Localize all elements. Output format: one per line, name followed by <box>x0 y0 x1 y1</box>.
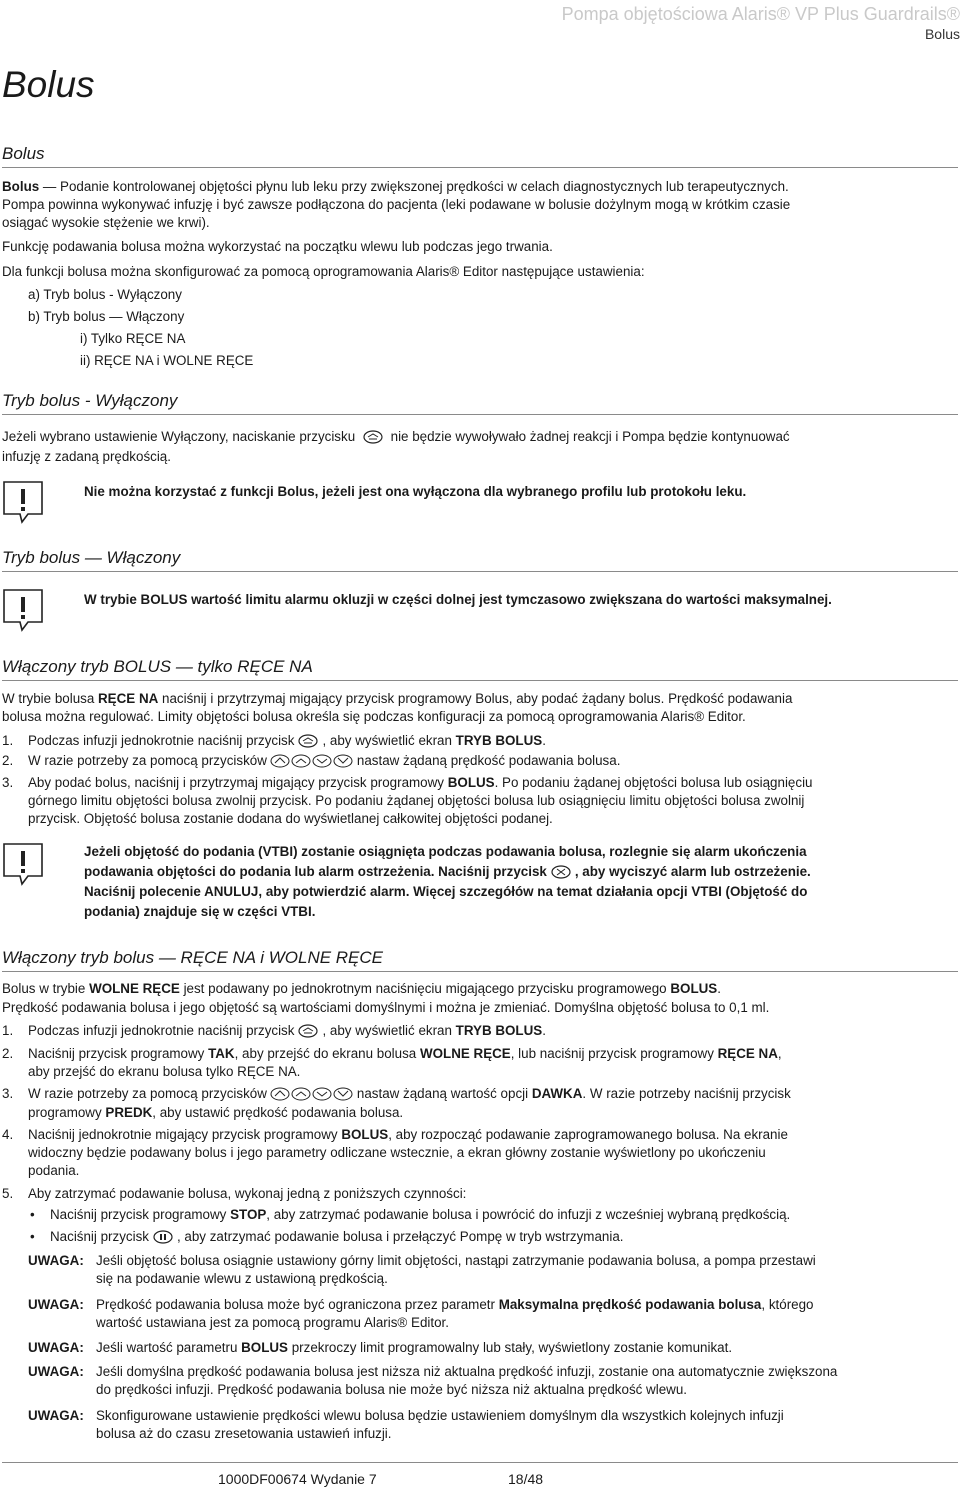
header-product-title: Pompa objętościowa Alaris® VP Plus Guardrails® <box>561 4 960 24</box>
bullet-icon: • <box>30 1229 35 1244</box>
option-ii: ii) RĘCE NA i WOLNE RĘCE <box>80 353 254 368</box>
footer-page-number: 18/48 <box>508 1471 544 1487</box>
option-b: b) Tryb bolus — Włączony <box>28 309 185 324</box>
hands-on-para: bolusa można regulować. Limity objętości bolusa określa się podczas konfiguracji za pomocą oprogramowania Alaris® Editor. <box>2 709 746 724</box>
step-2: 2. W razie potrzeby za pomocą przycisków nastaw żądaną prędkość podawania bolusa. <box>2 753 621 768</box>
warning-text: podania) znajduje się w części VTBI. <box>84 904 316 919</box>
pause-button-icon <box>152 1230 174 1244</box>
hands-on-para: W trybie bolusa RĘCE NA naciśnij i przytrzymaj migający przycisk programowy Bolus, aby podać żądany bolus. Prędkość podawania <box>2 691 793 706</box>
option-a: a) Tryb bolus - Wyłączony <box>28 287 182 302</box>
hands-free-para: Prędkość podawania bolusa i jego objętość są wartościami domyślnymi i można je zmieniać. Domyślna objętość bolusa to 0,1 ml. <box>2 1000 770 1015</box>
bullet-pause: • Naciśnij przycisk , aby zatrzymać podawanie bolusa i przełączyć Pompę w tryb wstrzymania. <box>0 1228 960 1248</box>
section-heading-on: Tryb bolus — Włączony <box>2 547 958 572</box>
term-bolus: Bolus <box>2 179 40 194</box>
intro-line: Pompa powinna wykonywać infuzję i być zawsze podłączona do pacjenta (leki podawane w bolusie dożylnym mogą w krótkim czasie <box>2 197 791 212</box>
warning-icon <box>2 480 44 524</box>
bolus-button-icon <box>297 734 319 748</box>
step-3: 3. Aby podać bolus, naciśnij i przytrzymaj migający przycisk programowy BOLUS. Po podaniu żądanej objętości bolusa lub osiągnięciu górnego limitu objętości bolusa zwolnij przycisk. Po podaniu żądanej objętości bolusa lub osiągnięciu limitu objętości bolusa zwolnij przycisk. Objętość bolusa zostanie dodana do wyświetlanej całkowitej objętości podanej. <box>2 775 813 826</box>
step-4: 4. Naciśnij jednokrotnie migający przycisk programowy BOLUS, aby rozpocząć podawanie zaprogramowanego bolusa. Na ekranie widoczny będzie podawany bolus i jego parametry odliczane wstecznie, a ekran główny zostanie wyświetlony po ukończeniu podania. <box>2 1127 788 1178</box>
warning-text: Nie można korzystać z funkcji Bolus, jeżeli jest ona wyłączona dla wybranego profilu lub protokołu leku. <box>84 484 747 499</box>
warning-box <box>2 480 958 528</box>
intro-definition: Bolus — Podanie kontrolowanej objętości płynu lub leku przy zwiększonej prędkości w celach diagnostycznych lub terapeutycznych. <box>2 179 789 194</box>
intro-line: Funkcję podawania bolusa można wykorzystać na początku wlewu lub podczas jego trwania. <box>2 239 553 254</box>
up-down-arrows-icon <box>270 1087 354 1101</box>
footer-divider <box>2 1462 958 1463</box>
note-5: UWAGA: Skonfigurowane ustawienie prędkości wlewu bolusa będzie ustawieniem domyślnym dla wszystkich kolejnych infuzji bolusa aż do czasu zresetowania ustawień infuzji. <box>28 1408 784 1441</box>
off-text-line: infuzję z zadaną prędkością. <box>2 449 171 464</box>
warning-text: podawania objętości do podania lub alarm ostrzeżenia. Naciśnij przycisk , aby wyciszyć alarm lub ostrzeżenie. <box>84 864 811 879</box>
header-section-title: Bolus <box>924 26 960 42</box>
note-3: UWAGA: Jeśli wartość parametru BOLUS przekroczy limit programowalny lub stały, wyświetlony zostanie komunikat. <box>28 1340 733 1355</box>
bullet-stop: • Naciśnij przycisk programowy STOP, aby zatrzymać podawanie bolusa i powrócić do infuzji z wcześniej wybraną prędkością. <box>0 1206 960 1226</box>
bolus-button-icon <box>362 430 384 444</box>
off-text: Jeżeli wybrano ustawienie Wyłączony, naciskanie przycisku nie będzie wywoływało żadnej reakcji i Pompa będzie kontynuować <box>2 429 790 444</box>
intro-line: Dla funkcji bolusa można skonfigurować za pomocą oprogramowania Alaris® Editor następujące ustawienia: <box>2 264 645 279</box>
step-2: 2. Naciśnij przycisk programowy TAK, aby przejść do ekranu bolusa WOLNE RĘCE, lub naciśnij przycisk programowy RĘCE NA, aby przejść do ekranu bolusa tylko RĘCE NA. <box>2 1046 782 1079</box>
step-1: 1. Podczas infuzji jednokrotnie naciśnij przycisk , aby wyświetlić ekran TRYB BOLUS. <box>2 1023 546 1038</box>
warning-text: Jeżeli objętość do podania (VTBI) zostanie osiągnięta podczas podawania bolusa, rozlegnie się alarm ukończenia <box>84 844 807 859</box>
warning-icon <box>2 842 44 886</box>
step-5: 5. Aby zatrzymać podawanie bolusa, wykonaj jedną z poniższych czynności: <box>2 1186 467 1201</box>
warning-icon <box>2 588 44 632</box>
warning-box <box>2 842 958 926</box>
option-i: i) Tylko RĘCE NA <box>80 331 186 346</box>
section-heading-bolus: Bolus <box>2 143 958 168</box>
warning-text: Naciśnij polecenie ANULUJ, aby potwierdzić alarm. Więcej szczegółów na temat działania opcji VTBI (Objętość do <box>84 884 808 899</box>
warning-text: W trybie BOLUS wartość limitu alarmu okluzji w części dolnej jest tymczasowo zwiększana do wartości maksymalnej. <box>84 592 832 607</box>
bullet-icon: • <box>30 1207 35 1222</box>
note-1: UWAGA: Jeśli objętość bolusa osiągnie ustawiony górny limit objętości, nastąpi zatrzymanie podawania bolusa, a pompa przestawi się na podawanie wlewu z ustawioną prędkością. <box>28 1253 816 1286</box>
section-heading-off: Tryb bolus - Wyłączony <box>2 390 958 415</box>
hands-free-para: Bolus w trybie WOLNE RĘCE jest podawany po jednokrotnym naciśnięciu migającego przycisku programowego BOLUS. <box>2 981 721 996</box>
section-heading-hands-on: Włączony tryb BOLUS — tylko RĘCE NA <box>2 656 958 681</box>
section-heading-hands-free: Włączony tryb bolus — RĘCE NA i WOLNE RĘCE <box>2 947 958 972</box>
silence-alarm-icon <box>550 865 572 879</box>
footer-doc-number: 1000DF00674 Wydanie 7 <box>218 1471 377 1487</box>
page-title: Bolus <box>2 64 95 105</box>
step-3: 3. W razie potrzeby za pomocą przycisków nastaw żądaną wartość opcji DAWKA. W razie potrzeby naciśnij przycisk programowy PREDK, aby ustawić prędkość podawania bolusa. <box>2 1086 791 1120</box>
note-2: UWAGA: Prędkość podawania bolusa może być ograniczona przez parametr Maksymalna prędkość podawania bolusa, którego wartość ustawiana jest za pomocą programu Alaris® Editor. <box>28 1297 814 1330</box>
bolus-button-icon <box>297 1024 319 1038</box>
intro-line: osiągać wysokie stężenie we krwi). <box>2 215 210 230</box>
warning-box <box>2 588 958 636</box>
step-1: 1. Podczas infuzji jednokrotnie naciśnij przycisk , aby wyświetlić ekran TRYB BOLUS. <box>2 733 546 748</box>
up-down-arrows-icon <box>270 754 354 768</box>
note-4: UWAGA: Jeśli domyślna prędkość podawania bolusa jest niższa niż aktualna prędkość infuzji, zostanie ona automatycznie zwiększona do prędkości infuzji. Prędkość podawania bolusa nie może być niższa niż aktualna prędkość wlewu. <box>28 1364 838 1397</box>
